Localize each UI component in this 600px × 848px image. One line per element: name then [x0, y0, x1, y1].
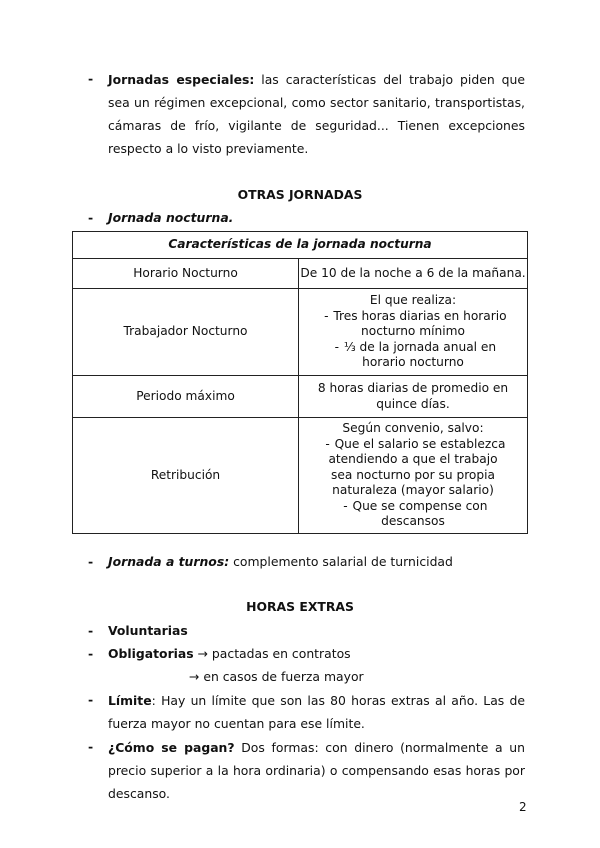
pago-label: ¿Cómo se pagan? [108, 740, 235, 755]
table-row [73, 289, 528, 376]
trabajador-value: El que realiza: - Tres horas diarias en horario nocturno mínimo - ⅓ de la jornada anual en horario nocturno [299, 289, 528, 376]
list-item: naturaleza (mayor salario) [332, 483, 494, 498]
jornadas-especiales-text: las características del trabajo piden que sea un régimen excepcional, como sector sanitario, transportistas, cámaras de frío, vigilante de seguridad... Tienen excepciones respecto a lo visto previamente. [108, 72, 525, 156]
voluntarias-label: Voluntarias [108, 623, 188, 638]
jornadas-especiales-label: Jornadas especiales: [108, 72, 255, 87]
jornada-nocturna-label: Jornada nocturna. [108, 210, 234, 225]
horario-value: De 10 de la noche a 6 de la mañana. [299, 259, 528, 289]
list-item: descansos [381, 514, 445, 529]
trabajador-label: Trabajador Nocturno [73, 289, 299, 376]
obligatorias-line2: → en casos de fuerza mayor [189, 669, 364, 684]
list-item: horario nocturno [362, 355, 464, 370]
turnos-text: complemento salarial de turnicidad [229, 554, 453, 569]
bullet-dash: - [88, 739, 94, 754]
table-row [73, 376, 528, 418]
turnos-line [108, 554, 453, 569]
list-item: Tres horas diarias en horario [333, 308, 507, 323]
table-title: Características de la jornada nocturna [73, 232, 528, 259]
bullet-dash: - [88, 210, 94, 225]
obligatorias-label: Obligatorias [108, 646, 194, 661]
list-item: ⅓ de la jornada anual en [343, 339, 497, 354]
obligatorias-line [108, 646, 351, 661]
bullet-dash: - [88, 71, 94, 86]
bullet-dash: - [88, 646, 94, 661]
page-number: 2 [519, 800, 527, 814]
list-item: Que se compense con [352, 498, 488, 513]
trabajador-intro: El que realiza: [369, 293, 457, 308]
limite-label: Límite [108, 693, 152, 708]
table-title-row [73, 232, 528, 259]
limite-text: : Hay un límite que son las 80 horas extras al año. Las de fuerza mayor no cuentan para ese límite. [108, 693, 525, 731]
jornadas-especiales-paragraph [108, 68, 525, 160]
obligatorias-text: → pactadas en contratos [193, 646, 351, 661]
retribucion-value: Según convenio, salvo: - Que el salario se establezca atendiendo a que el trabajo sea nocturno por su propia naturaleza (mayor salario) - Que se compense con descansos [299, 418, 528, 534]
periodo-line: 8 horas diarias de promedio en [317, 381, 509, 395]
pago-paragraph [108, 736, 525, 805]
turnos-label: Jornada a turnos: [108, 554, 230, 569]
table-row [73, 418, 528, 534]
list-item: atendiendo a que el trabajo [328, 452, 498, 467]
limite-paragraph [108, 689, 525, 735]
list-item: sea nocturno por su propia [331, 467, 495, 482]
list-item: Que el salario se establezca [334, 436, 506, 451]
horario-label: Horario Nocturno [73, 259, 299, 289]
horas-extras-heading: HORAS EXTRAS [246, 599, 354, 614]
bullet-dash: - [88, 692, 94, 707]
bullet-dash: - [88, 554, 94, 569]
otras-jornadas-heading: OTRAS JORNADAS [237, 187, 363, 202]
periodo-line: quince días. [376, 396, 450, 411]
periodo-label: Periodo máximo [73, 376, 299, 418]
table-row [73, 259, 528, 289]
pago-text: Dos formas: con dinero (normalmente a un precio superior a la hora ordinaria) o compensando esas horas por descanso. [108, 740, 525, 801]
periodo-value [299, 376, 528, 418]
jornada-nocturna-table [72, 231, 528, 534]
retribucion-intro: Según convenio, salvo: [342, 421, 484, 436]
bullet-dash: - [88, 623, 94, 638]
retribucion-label: Retribución [73, 418, 299, 534]
list-item: nocturno mínimo [361, 324, 465, 339]
